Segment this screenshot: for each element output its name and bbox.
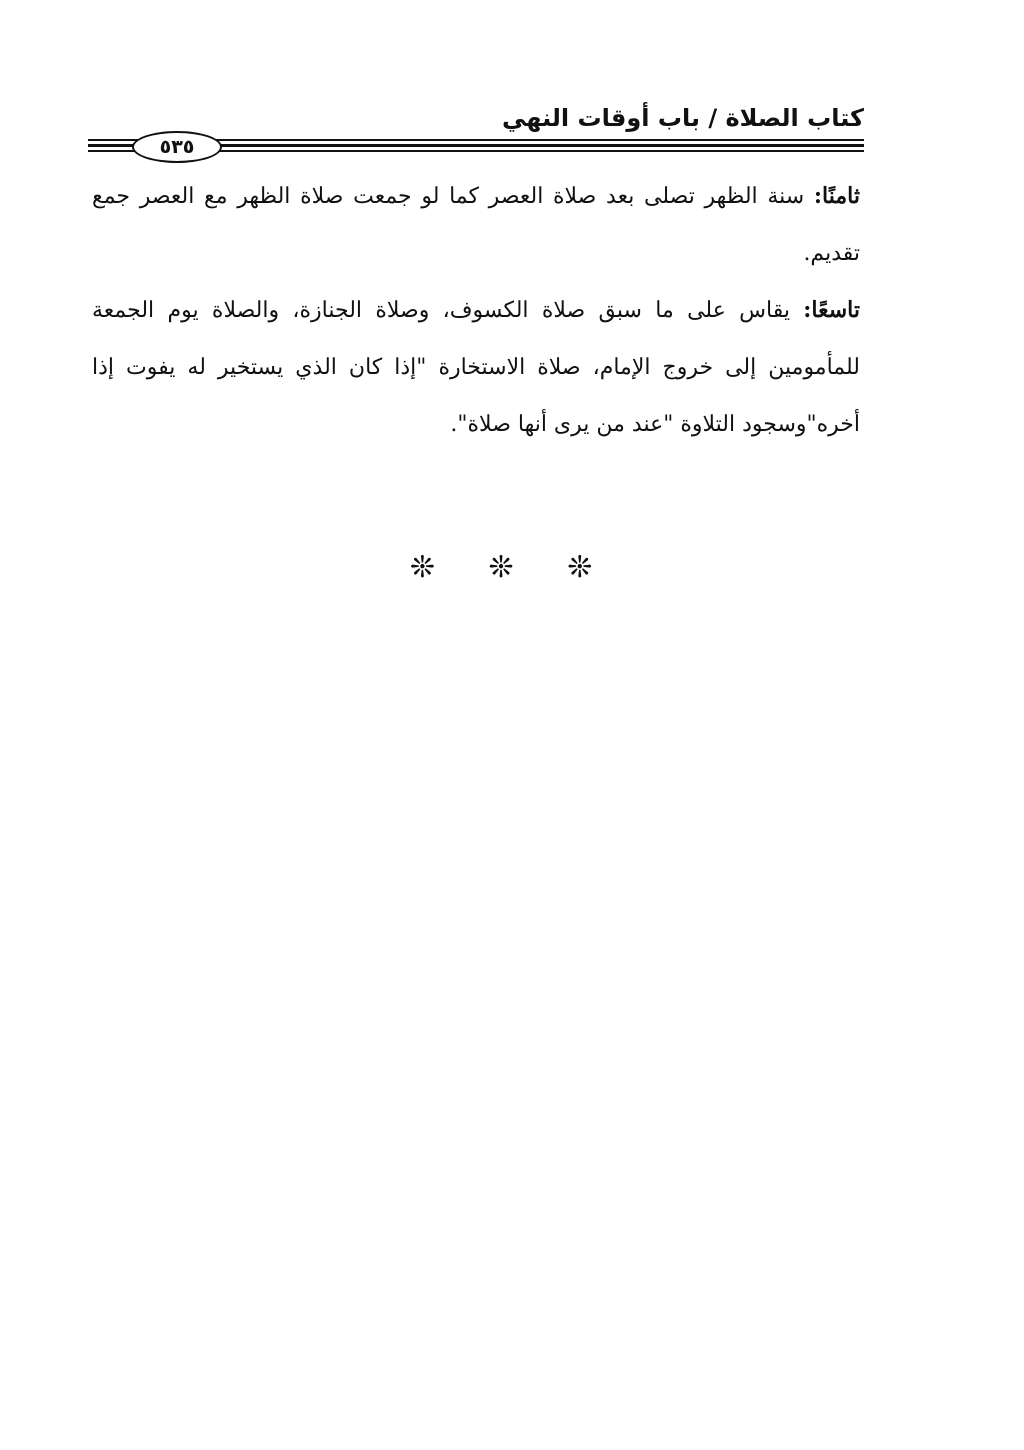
page-number: ٥٣٥ (132, 131, 222, 163)
paragraph-text: يقاس على ما سبق صلاة الكسوف، وصلاة الجنازة، والصلاة يوم الجمعة للمأمومين إلى خروج الإمام، صلاة الاستخارة "إذا كان الذي يستخير له يفوت إذا أخره"وسجود التلاوة "عند من يرى أنها صلاة". (92, 298, 860, 437)
paragraph-ninth (92, 282, 860, 453)
paragraph-text: سنة الظهر تصلى بعد صلاة العصر كما لو جمعت صلاة الظهر مع العصر جمع تقديم. (92, 184, 860, 266)
paragraph-lead: تاسعًا: (803, 297, 860, 323)
asterism-icon: ❊ (488, 550, 536, 585)
running-title: كتاب الصلاة / باب أوقات النهي (502, 104, 864, 132)
section-end-ornament (0, 550, 1024, 585)
asterism-icon: ❊ (567, 550, 615, 585)
body-text (92, 168, 860, 453)
paragraph-eighth (92, 168, 860, 282)
asterism-icon: ❊ (409, 550, 457, 585)
paragraph-lead: ثامنًا: (813, 183, 860, 209)
